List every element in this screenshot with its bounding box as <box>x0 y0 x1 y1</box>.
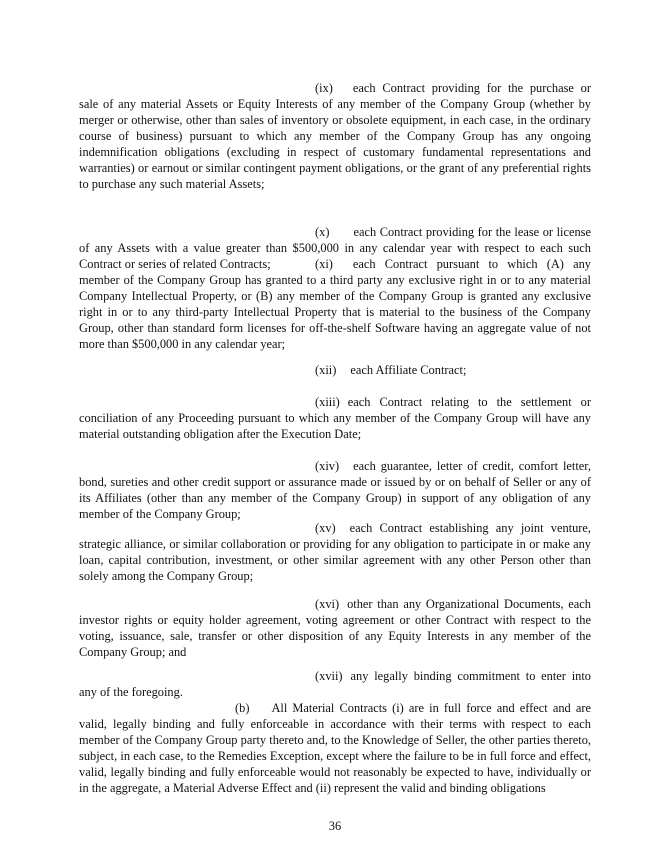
clause-number: (xiv) <box>315 459 340 473</box>
clause-ix <box>79 80 591 192</box>
clause-number: (ix) <box>315 81 333 95</box>
clause-text: each Contract relating to the settlement or conciliation of any Proceeding pursuant to which any member of the Company Group will have any material outstanding obligation after the Execution Date; <box>79 395 591 441</box>
clause-number: (xvi) <box>315 597 340 611</box>
clause-xii <box>79 362 591 378</box>
clause-text: each guarantee, letter of credit, comfort letter, bond, sureties and other credit support or assurance made or issued by or on behalf of Seller or any of its Affiliates (other than any member of the Company Group) in support of any obligation of any member of the Company Group; <box>79 459 591 521</box>
clause-xiv <box>79 458 591 522</box>
section-text: All Material Contracts (i) are in full force and effect and are valid, legally binding and fully enforceable in accordance with their terms with respect to each member of the Company Group party thereto and, to the Knowledge of Seller, the other parties thereto, subject, in each case, to the Remedies Exception, except where the failure to be in full force and effect, valid, legally binding and fully enforceable would not reasonably be expected to have, individually or in the aggregate, a Material Adverse Effect and (ii) represent the valid and binding obligations <box>79 701 591 795</box>
clause-xv <box>79 520 591 584</box>
clause-number: (xv) <box>315 521 336 535</box>
clause-text: each Contract providing for the lease or license of any Assets with a value greater than $500,000 in any calendar year with respect to each such Contract or series of related Contracts; <box>79 225 591 271</box>
clause-number: (xvii) <box>315 669 343 683</box>
clause-xi <box>79 256 591 352</box>
clause-number: (x) <box>315 225 330 239</box>
clause-number: (xii) <box>315 363 337 377</box>
clause-xiii <box>79 394 591 442</box>
clause-xvii <box>79 668 591 700</box>
page-number: 36 <box>328 819 342 833</box>
clause-text: each Contract establishing any joint venture, strategic alliance, or similar collaboration or providing for any obligation to participate in or make any loan, capital contribution, investment, or other similar agreement with any other Person other than solely among the Company Group; <box>79 521 591 583</box>
clause-text: any legally binding commitment to enter into any of the foregoing. <box>79 669 591 699</box>
clause-number: (xi) <box>315 257 333 271</box>
clause-xvi <box>79 596 591 660</box>
clause-number: (xiii) <box>315 395 340 409</box>
clause-text: other than any Organizational Documents, each investor rights or equity holder agreement, voting agreement or other Contract with respect to the voting, issuance, sale, transfer or other disposition of any Equity Interests in any member of the Company Group; and <box>79 597 591 659</box>
clause-text: each Contract pursuant to which (A) any member of the Company Group has granted to a third party any exclusive right in or to any material Company Intellectual Property, or (B) any member of the Company Group is granted any exclusive right in or to any third-party Intellectual Property that is material to the business of the Company Group, other than standard form licenses for off-the-shelf Software having an aggregate value of not more than $500,000 in any calendar year; <box>79 257 591 351</box>
clause-text: each Contract providing for the purchase or sale of any material Assets or Equity Interests of any member of the Company Group (whether by merger or otherwise, other than sales of inventory or obsolete equipment, in each case, in the ordinary course of business) pursuant to which any member of the Company Group has any ongoing indemnification obligations (excluding in respect of customary fundamental representations and warranties) or earnout or similar contingent payment obligations, or the grant of any preferential rights to purchase any such material Assets; <box>79 81 591 191</box>
section-b <box>79 700 591 796</box>
clause-text: each Affiliate Contract; <box>350 363 467 377</box>
section-number: (b) <box>235 701 250 715</box>
